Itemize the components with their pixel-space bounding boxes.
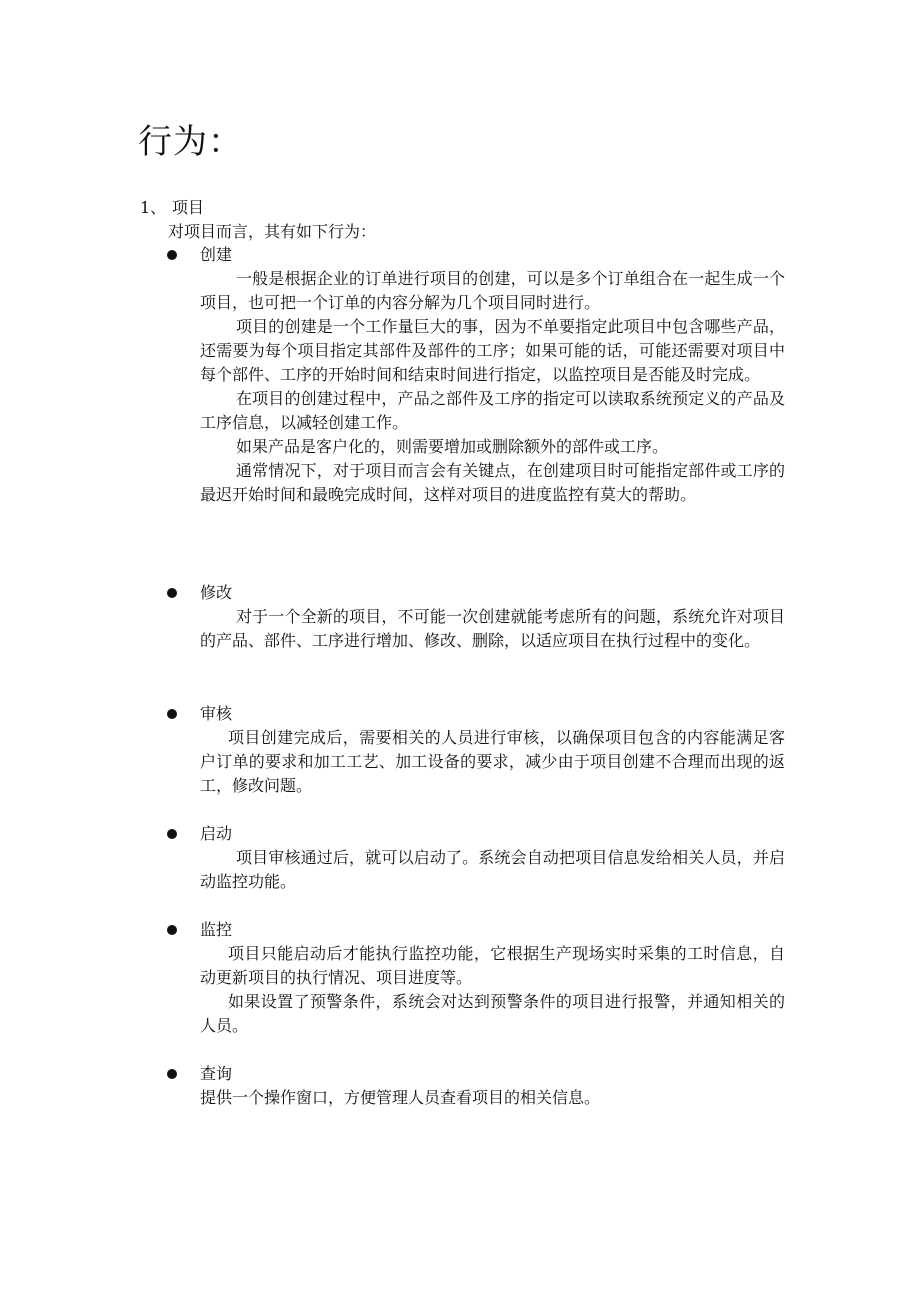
list-item-body bbox=[200, 846, 785, 894]
section-number: 1、 bbox=[140, 198, 167, 217]
list-item-body bbox=[200, 1086, 785, 1110]
list-item-query bbox=[167, 1062, 787, 1110]
list-item-create bbox=[167, 243, 787, 507]
list-item-label: 修改 bbox=[200, 583, 233, 602]
paragraph: 一般是根据企业的订单进行项目的创建，可以是多个订单组合在一起生成一个项目，也可把一个订单的内容分解为几个项目同时进行。 bbox=[200, 269, 785, 312]
paragraph: 对于一个全新的项目，不可能一次创建就能考虑所有的问题，系统允许对项目的产品、部件、工序进行增加、修改、删除，以适应项目在执行过程中的变化。 bbox=[200, 607, 785, 650]
list-item-label: 查询 bbox=[200, 1064, 233, 1083]
bullet-icon bbox=[167, 588, 177, 598]
bullet-icon bbox=[167, 709, 177, 719]
paragraph: 如果产品是客户化的，则需要增加或删除额外的部件或工序。 bbox=[236, 437, 669, 456]
bullet-icon bbox=[167, 250, 177, 260]
bullet-icon bbox=[167, 925, 177, 935]
paragraph: 项目审核通过后，就可以启动了。系统会自动把项目信息发给相关人员，并启动监控功能。 bbox=[200, 848, 785, 891]
section-heading bbox=[140, 197, 204, 219]
list-item-body bbox=[200, 605, 785, 653]
list-item-head bbox=[167, 1062, 787, 1086]
list-item-body bbox=[200, 942, 785, 1038]
list-item-label: 审核 bbox=[200, 704, 233, 723]
section-intro: 对项目而言，其有如下行为： bbox=[168, 222, 377, 241]
bullet-icon bbox=[167, 829, 177, 839]
paragraph: 提供一个操作窗口，方便管理人员查看项目的相关信息。 bbox=[200, 1088, 601, 1107]
paragraph: 如果设置了预警条件，系统会对达到预警条件的项目进行报警，并通知相关的人员。 bbox=[200, 992, 785, 1035]
paragraph: 项目创建完成后，需要相关的人员进行审核，以确保项目包含的内容能满足客户订单的要求和加工工艺、加工设备的要求，减少由于项目创建不合理而出现的返工，修改问题。 bbox=[200, 728, 785, 795]
list-item-head bbox=[167, 822, 787, 846]
paragraph: 项目只能启动后才能执行监控功能，它根据生产现场实时采集的工时信息，自动更新项目的执行情况、项目进度等。 bbox=[200, 944, 785, 987]
list-item-head bbox=[167, 581, 787, 605]
list-item-label: 监控 bbox=[200, 920, 233, 939]
paragraph: 在项目的创建过程中，产品之部件及工序的指定可以读取系统预定义的产品及工序信息，以减轻创建工作。 bbox=[200, 389, 785, 432]
list-item-head bbox=[167, 702, 787, 726]
list-item-label: 创建 bbox=[200, 245, 233, 264]
list-item-head bbox=[167, 918, 787, 942]
list-item-monitor bbox=[167, 918, 787, 1038]
paragraph: 通常情况下，对于项目而言会有关键点，在创建项目时可能指定部件或工序的最迟开始时间和最晚完成时间，这样对项目的进度监控有莫大的帮助。 bbox=[200, 461, 785, 504]
list-item-body bbox=[200, 267, 785, 507]
list-item-review bbox=[167, 702, 787, 798]
page-title: 行为： bbox=[138, 122, 243, 162]
list-item-label: 启动 bbox=[200, 824, 233, 843]
list-item-body bbox=[200, 726, 785, 798]
list-item-modify bbox=[167, 581, 787, 653]
list-item-start bbox=[167, 822, 787, 894]
section-label: 项目 bbox=[172, 198, 205, 217]
paragraph: 项目的创建是一个工作量巨大的事，因为不单要指定此项目中包含哪些产品，还需要为每个项目指定其部件及部件的工序；如果可能的话，可能还需要对项目中每个部件、工序的开始时间和结束时间进行指定，以监控项目是否能及时完成。 bbox=[200, 317, 785, 384]
list-item-head bbox=[167, 243, 787, 267]
bullet-icon bbox=[167, 1069, 177, 1079]
